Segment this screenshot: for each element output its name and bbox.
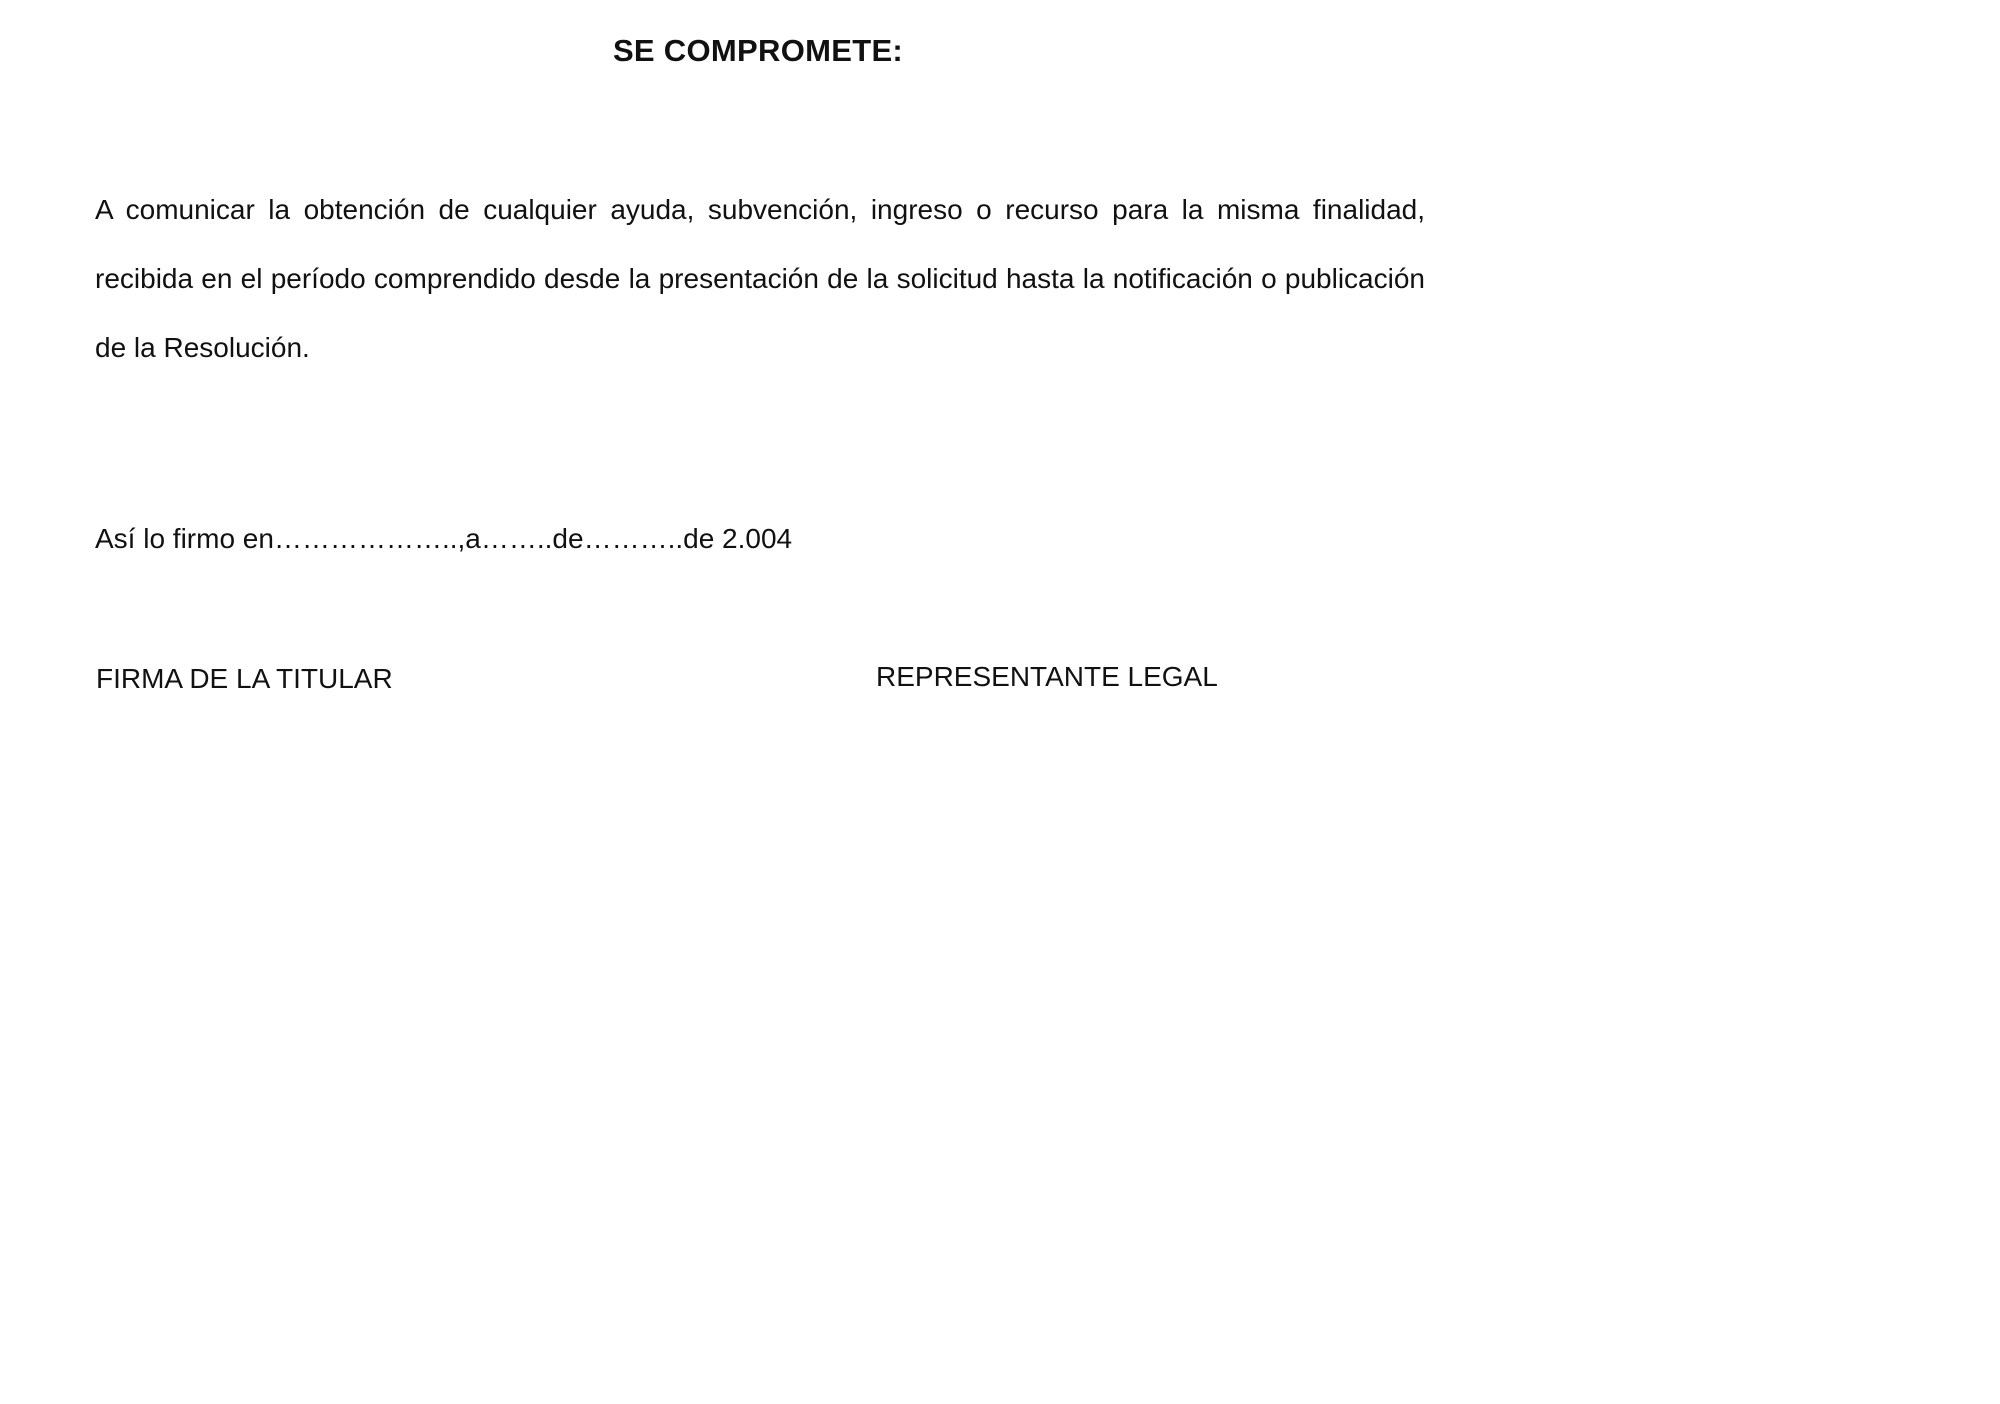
legal-representative-label: REPRESENTANTE LEGAL [876, 661, 1218, 692]
commitment-paragraph: A comunicar la obtención de cualquier ayuda, subvención, ingreso o recurso para la misma finalidad, recibida en el período comprendido desde la presentación de la solicitud hasta la notificación o publicación de la Resolución. [95, 194, 1425, 363]
signing-place-date-line: Así lo firmo en………………..,a……..de………..de 2.004 [95, 523, 793, 554]
holder-signature-label: FIRMA DE LA TITULAR [96, 663, 393, 694]
document-heading: SE COMPROMETE: [612, 33, 904, 68]
